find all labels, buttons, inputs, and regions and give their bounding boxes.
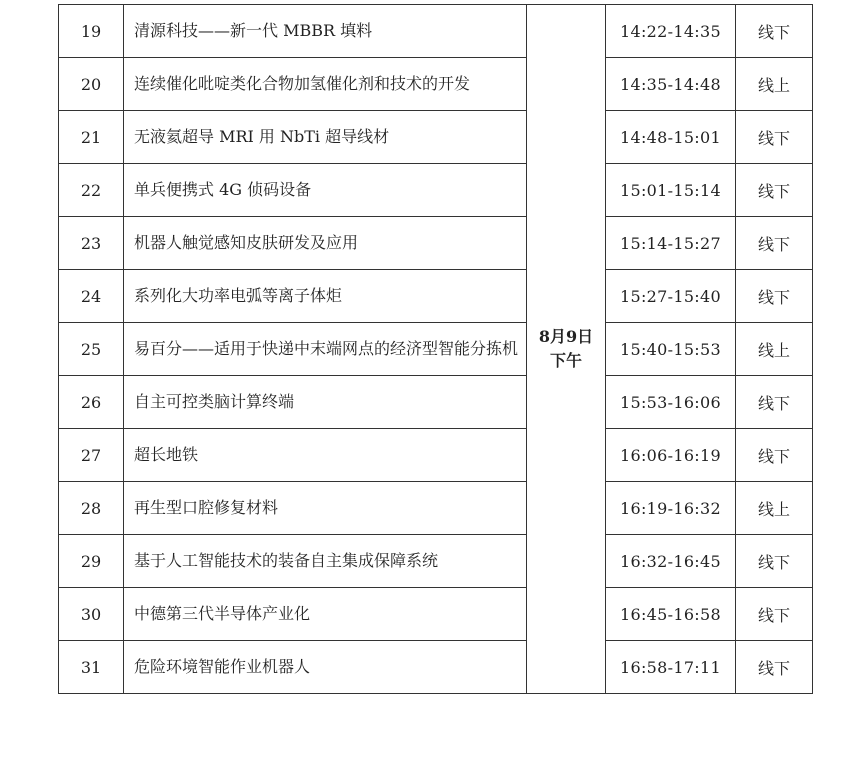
presentation-mode: 线下 [736,270,813,323]
schedule-table [58,4,813,694]
presentation-mode: 线上 [736,58,813,111]
table-row [59,270,813,323]
presentation-mode: 线下 [736,5,813,58]
row-number: 23 [59,217,124,270]
row-number: 20 [59,58,124,111]
date-period: 下午 [549,351,582,370]
project-name: 清源科技——新一代 MBBR 填料 [124,5,527,58]
presentation-mode: 线下 [736,588,813,641]
time-slot: 16:06-16:19 [606,429,736,482]
date-day: 8月9日 [538,327,594,346]
date-cell [527,5,606,694]
row-number: 26 [59,376,124,429]
table-row [59,535,813,588]
row-number: 22 [59,164,124,217]
presentation-mode: 线下 [736,641,813,694]
table-row [59,111,813,164]
table-row [59,641,813,694]
presentation-mode: 线下 [736,111,813,164]
table-row [59,217,813,270]
presentation-mode: 线下 [736,164,813,217]
project-name: 易百分——适用于快递中末端网点的经济型智能分拣机 [124,323,527,376]
time-slot: 16:58-17:11 [606,641,736,694]
presentation-mode: 线下 [736,376,813,429]
time-slot: 14:48-15:01 [606,111,736,164]
row-number: 27 [59,429,124,482]
project-name: 无液氦超导 MRI 用 NbTi 超导线材 [124,111,527,164]
presentation-mode: 线下 [736,429,813,482]
project-name: 危险环境智能作业机器人 [124,641,527,694]
presentation-mode: 线下 [736,217,813,270]
table-row [59,164,813,217]
presentation-mode: 线上 [736,323,813,376]
table-row [59,429,813,482]
project-name: 自主可控类脑计算终端 [124,376,527,429]
table-row [59,376,813,429]
time-slot: 15:14-15:27 [606,217,736,270]
time-slot: 15:01-15:14 [606,164,736,217]
row-number: 28 [59,482,124,535]
project-name: 再生型口腔修复材料 [124,482,527,535]
presentation-mode: 线上 [736,482,813,535]
project-name: 中德第三代半导体产业化 [124,588,527,641]
table-row [59,482,813,535]
presentation-mode: 线下 [736,535,813,588]
table-row [59,5,813,58]
project-name: 基于人工智能技术的装备自主集成保障系统 [124,535,527,588]
time-slot: 16:32-16:45 [606,535,736,588]
row-number: 19 [59,5,124,58]
time-slot: 15:40-15:53 [606,323,736,376]
row-number: 29 [59,535,124,588]
project-name: 机器人触觉感知皮肤研发及应用 [124,217,527,270]
table-row [59,58,813,111]
row-number: 30 [59,588,124,641]
project-name: 连续催化吡啶类化合物加氢催化剂和技术的开发 [124,58,527,111]
time-slot: 15:53-16:06 [606,376,736,429]
time-slot: 14:35-14:48 [606,58,736,111]
time-slot: 15:27-15:40 [606,270,736,323]
time-slot: 16:19-16:32 [606,482,736,535]
row-number: 21 [59,111,124,164]
project-name: 单兵便携式 4G 侦码设备 [124,164,527,217]
table-row [59,588,813,641]
row-number: 24 [59,270,124,323]
row-number: 25 [59,323,124,376]
time-slot: 14:22-14:35 [606,5,736,58]
project-name: 系列化大功率电弧等离子体炬 [124,270,527,323]
row-number: 31 [59,641,124,694]
time-slot: 16:45-16:58 [606,588,736,641]
project-name: 超长地铁 [124,429,527,482]
page-bottom-margin [0,700,859,761]
table-row [59,323,813,376]
